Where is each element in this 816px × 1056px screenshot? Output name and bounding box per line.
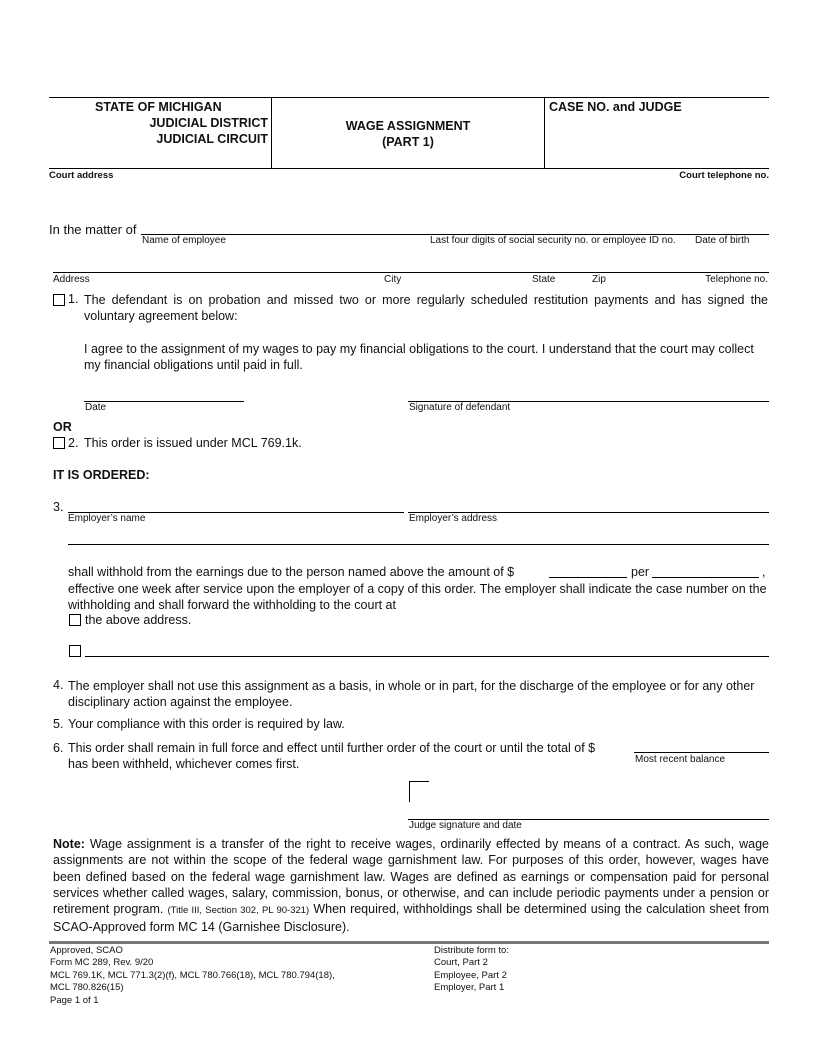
- balance-label: Most recent balance: [635, 754, 726, 765]
- footer-mcl-2: MCL 780.826(15): [50, 982, 124, 994]
- address-field[interactable]: [53, 272, 769, 273]
- above-address-checkbox[interactable]: [69, 614, 81, 626]
- telephone-label: Telephone no.: [705, 274, 768, 285]
- note-citation: (Title III, Section 302, PL 90-321): [167, 905, 310, 917]
- employee-name-label: Name of employee: [142, 235, 226, 246]
- item5-number: 5.: [53, 717, 64, 731]
- employer-address-field-2[interactable]: [68, 544, 769, 545]
- or-label: OR: [53, 420, 72, 434]
- footer-mcl-1: MCL 769.1K, MCL 771.3(2)(f), MCL 780.766(18), MCL 780.794(18),: [50, 969, 335, 981]
- note-text: Wage assignment is a transfer of the right to receive wages, ordinarily effected by means of a contract. As such, wage assignments are not within the scope of the federal wage garnishment law. For purposes of this order, however, wages have been defined based on the federal wage garnishment law. Wages are defined as earnings or compensation paid for personal services whether called wages, salary, commission, bonus, or otherwise, and can include periodic payments under a pension or retirement program.: [53, 837, 769, 917]
- state-of-michigan: STATE OF MICHIGAN: [95, 100, 222, 114]
- item1-date-label: Date: [85, 402, 107, 413]
- balance-field[interactable]: [634, 752, 769, 753]
- item1-checkbox[interactable]: [53, 294, 65, 306]
- footer-page: Page 1 of 1: [50, 994, 99, 1006]
- above-address-label: the above address.: [85, 613, 192, 627]
- footer-distribute: Distribute form to:: [434, 945, 509, 956]
- footer-rule: [49, 941, 769, 944]
- footer-dist-court: Court, Part 2: [434, 957, 488, 969]
- other-address-checkbox[interactable]: [69, 645, 81, 657]
- footer-dist-employee: Employee, Part 2: [434, 969, 507, 981]
- state-label: State: [532, 274, 556, 285]
- seal-corner-mark: [409, 781, 429, 802]
- footer-approved: Approved, SCAO: [50, 945, 123, 956]
- court-telephone-label: Court telephone no.: [679, 170, 769, 181]
- zip-label: Zip: [592, 274, 606, 285]
- item1-agreement: I agree to the assignment of my wages to pay my financial obligations to the court. I understand that the court may collect my financial obligations until paid in full.: [84, 342, 754, 372]
- judicial-district: JUDICIAL DISTRICT: [149, 116, 268, 130]
- item1-number: 1.: [68, 292, 79, 306]
- item6-text-a: This order shall remain in full force and effect until further order of the court or until the total of $: [68, 741, 596, 755]
- per-label: per: [631, 565, 650, 579]
- item1-date-field[interactable]: [84, 401, 244, 402]
- withhold-text-b: effective one week after service upon the employer of a copy of this order. The employer shall indicate the case number on the withholding and shall forward the withholding to the court at: [68, 582, 767, 612]
- item2-text: This order is issued under MCL 769.1k.: [84, 436, 302, 450]
- item3-number: 3.: [53, 500, 64, 514]
- item2-checkbox[interactable]: [53, 437, 65, 449]
- item1-text: The defendant is on probation and missed two or more regularly scheduled restitution payments and has signed the voluntary agreement below:: [84, 293, 768, 323]
- court-address-label: Court address: [49, 170, 114, 181]
- defendant-signature-label: Signature of defendant: [409, 402, 511, 413]
- footer-form-no: Form MC 289, Rev. 9/20: [50, 957, 154, 969]
- case-no-field[interactable]: [545, 116, 768, 168]
- item2-number: 2.: [68, 436, 79, 450]
- item4-number: 4.: [53, 678, 64, 692]
- note-label: Note:: [53, 837, 85, 851]
- header-top-rule: [49, 97, 769, 98]
- address-label: Address: [53, 274, 90, 285]
- withhold-comma: ,: [762, 565, 766, 579]
- employer-address-label: Employer’s address: [409, 513, 498, 524]
- header-bottom-rule: [49, 168, 769, 169]
- header-divider-1: [271, 97, 272, 169]
- ssn-label: Last four digits of social security no. or employee ID no.: [430, 235, 676, 246]
- employer-name-label: Employer’s name: [68, 513, 146, 524]
- footer-left: [50, 945, 335, 1007]
- footer-right: [434, 945, 509, 995]
- dob-label: Date of birth: [695, 235, 750, 246]
- case-no-label: CASE NO. and JUDGE: [549, 100, 682, 114]
- item5-text: Your compliance with this order is required by law.: [68, 717, 345, 731]
- judge-signature-label: Judge signature and date: [409, 820, 522, 831]
- judicial-circuit: JUDICIAL CIRCUIT: [156, 132, 268, 146]
- item6-number: 6.: [53, 741, 64, 755]
- item6-text-b: has been withheld, whichever comes first.: [68, 757, 300, 771]
- form-title-line2: (PART 1): [382, 135, 434, 149]
- withhold-text-a: shall withhold from the earnings due to the person named above the amount of $: [68, 565, 515, 579]
- withhold-amount-field[interactable]: [549, 577, 627, 578]
- withhold-period-field[interactable]: [652, 577, 759, 578]
- it-is-ordered-label: IT IS ORDERED:: [53, 468, 150, 482]
- city-label: City: [384, 274, 402, 285]
- note-text-b: When required, withholdings shall be determined using the calculation sheet from SCAO-Approved form MC 14 (Garnishee Disclosure).: [53, 902, 769, 935]
- item4-text: The employer shall not use this assignment as a basis, in whole or in part, for the discharge of the employee or for any other disciplinary action against the employee.: [68, 679, 755, 709]
- footer-dist-employer: Employer, Part 1: [434, 982, 505, 994]
- note-paragraph: [53, 836, 769, 936]
- form-title-line1: WAGE ASSIGNMENT: [345, 119, 471, 133]
- in-the-matter-label: In the matter of: [49, 222, 137, 237]
- other-address-field[interactable]: [85, 656, 769, 657]
